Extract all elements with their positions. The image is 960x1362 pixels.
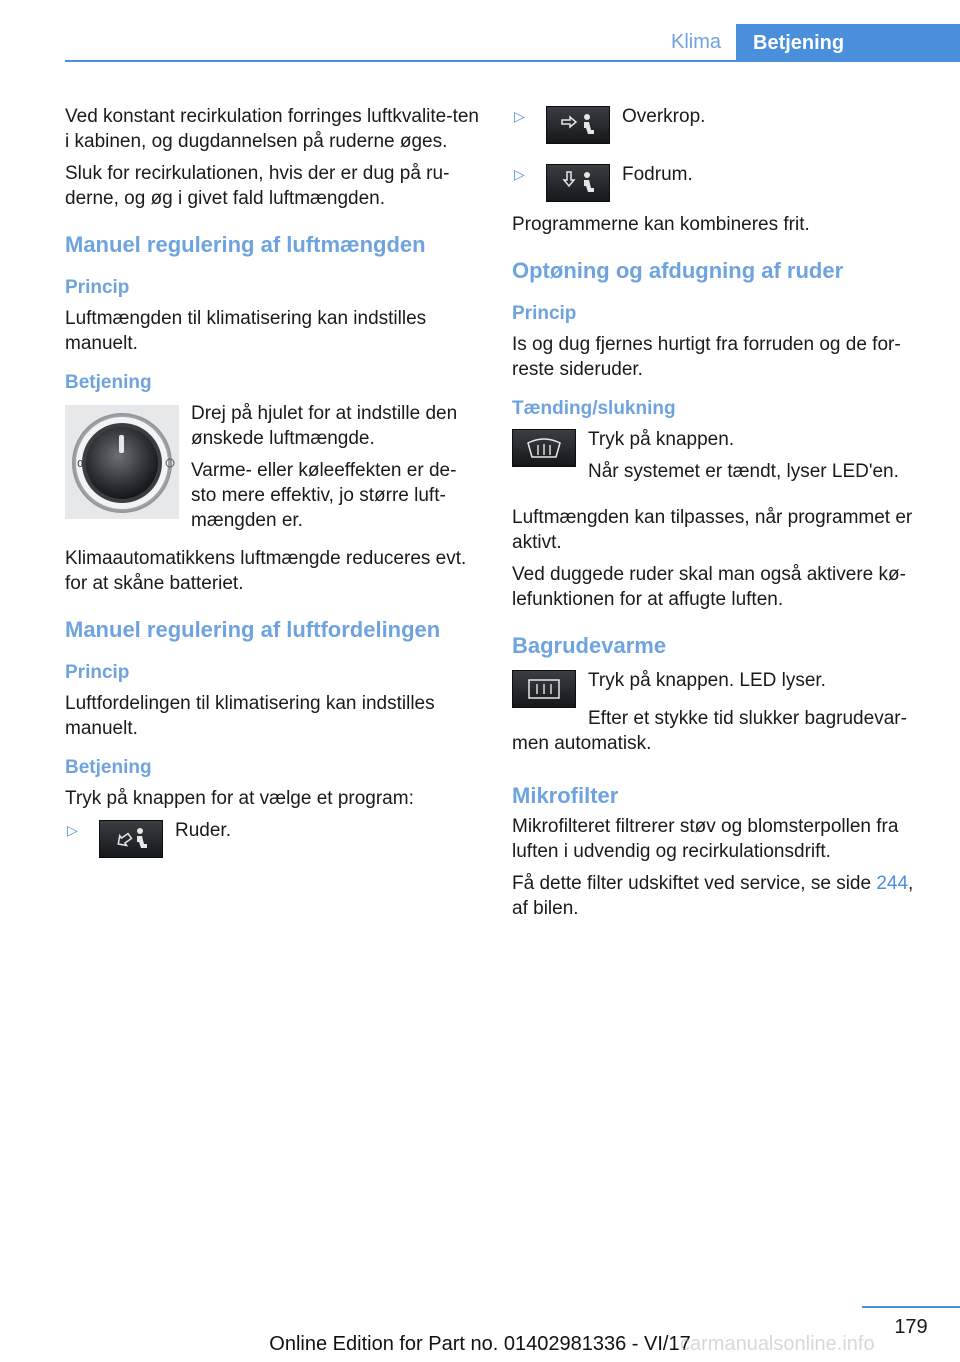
footwell-airflow-button-icon (546, 164, 610, 202)
mikrofilter-text-b: , af bilen. (512, 873, 914, 919)
paragraph-princip: Is og dug fjernes hurtigt fra forruden og de for‐reste sideruder. (512, 334, 901, 380)
rear-window-heat-button-icon (512, 670, 576, 708)
list-item-overkrop (512, 104, 932, 144)
triangle-bullet-icon: ▷ (67, 822, 78, 838)
heading-bagrudevarme: Bagrudevarme (512, 633, 667, 658)
defrost-button-icon (512, 429, 576, 467)
list-item-fodrum (512, 162, 932, 202)
heading-princip: Princip (512, 303, 577, 324)
paragraph-recirkulation: Ved konstant recirkulation forringes luftkvalite‐ten i kabinen, og dugdannelsen på ruderne øges. (65, 106, 479, 152)
rear-defrost-figure-row (512, 668, 932, 708)
paragraph-mikrofilter-1: Mikrofilteret filtrerer støv og blomsterpollen fra luften i udvendig og recirkulationsdrift. (512, 816, 899, 862)
page-number-rule (862, 1306, 960, 1308)
knob-figure-row (65, 401, 480, 540)
heading-betjening-1: Betjening (65, 372, 152, 393)
paragraph-princip-2: Luftfordelingen til klimatisering kan indstilles manuelt. (65, 693, 435, 739)
edition-footer: Online Edition for Part no. 01402981336 - VI/17 (269, 1333, 691, 1355)
triangle-bullet-icon: ▷ (514, 108, 525, 124)
windshield-airflow-button-icon (99, 820, 163, 858)
list-item-ruder (65, 818, 480, 858)
list-item-overkrop-label: Overkrop. (622, 106, 706, 127)
airflow-knob-image (65, 405, 179, 519)
page-link-244[interactable]: 244 (876, 873, 909, 894)
paragraph-mikrofilter-2 (512, 871, 932, 921)
heading-princip-2: Princip (65, 662, 130, 683)
paragraph-bag-tryk: Tryk på knappen. LED lyser. (588, 670, 826, 691)
paragraph-klimaautomatik: Klimaautomatikkens luftmængde reduceres evt. for at skåne batteriet. (65, 548, 467, 594)
paragraph-luft-tilpasses: Luftmængden kan tilpasses, når programmet er aktivt. (512, 507, 913, 553)
heading-princip-1: Princip (65, 277, 130, 298)
heading-manuel-luftfordeling: Manuel regulering af luftfordelingen (65, 617, 441, 642)
paragraph-varme-koele: Varme- eller køleeffekten er de‐sto mere effektiv, jo større luft‐mængden er. (191, 460, 457, 531)
heading-manuel-luftmaengde: Manuel regulering af luftmængden (65, 232, 426, 257)
left-column (65, 104, 480, 876)
list-item-ruder-label: Ruder. (175, 820, 231, 841)
mikrofilter-text-a: Få dette filter udskiftet ved service, se side (512, 873, 877, 894)
triangle-bullet-icon: ▷ (514, 166, 525, 182)
tab-betjening[interactable]: Betjening (736, 24, 960, 62)
knob-label-zero: 0 (77, 459, 84, 470)
right-column (512, 104, 932, 928)
heading-taending: Tænding/slukning (512, 398, 676, 419)
header-rule (65, 60, 960, 62)
tab-klima[interactable]: Klima (670, 31, 721, 53)
paragraph-sluk-recirkulation: Sluk for recirkulationen, hvis der er dug på ru‐derne, og øg i givet fald luftmængden. (65, 163, 450, 209)
paragraph-tryk-program: Tryk på knappen for at vælge et program: (65, 788, 414, 809)
watermark: carmanualsonline.info (680, 1333, 875, 1355)
upper-body-airflow-button-icon (546, 106, 610, 144)
heading-betjening-2: Betjening (65, 757, 152, 778)
page-number: 179 (894, 1316, 928, 1338)
defrost-figure-row (512, 427, 932, 491)
heading-mikrofilter: Mikrofilter (512, 783, 619, 808)
paragraph-kombineres: Programmerne kan kombineres frit. (512, 214, 810, 235)
paragraph-princip-1: Luftmængden til klimatisering kan indstilles manuelt. (65, 308, 427, 354)
paragraph-drej-hjulet: Drej på hjulet for at indstille den ønskede luftmængde. (191, 403, 458, 449)
heading-optoning: Optøning og afdugning af ruder (512, 258, 844, 283)
paragraph-taend-tryk: Tryk på knappen. (588, 429, 735, 450)
paragraph-taend-led: Når systemet er tændt, lyser LED'en. (588, 461, 899, 482)
paragraph-duggede-ruder: Ved duggede ruder skal man også aktivere kø‐lefunktionen for at affugte luften. (512, 564, 906, 610)
list-item-fodrum-label: Fodrum. (622, 164, 693, 185)
paragraph-bag-slukker: Efter et stykke tid slukker bagrudevar‐men automatisk. (512, 708, 907, 754)
